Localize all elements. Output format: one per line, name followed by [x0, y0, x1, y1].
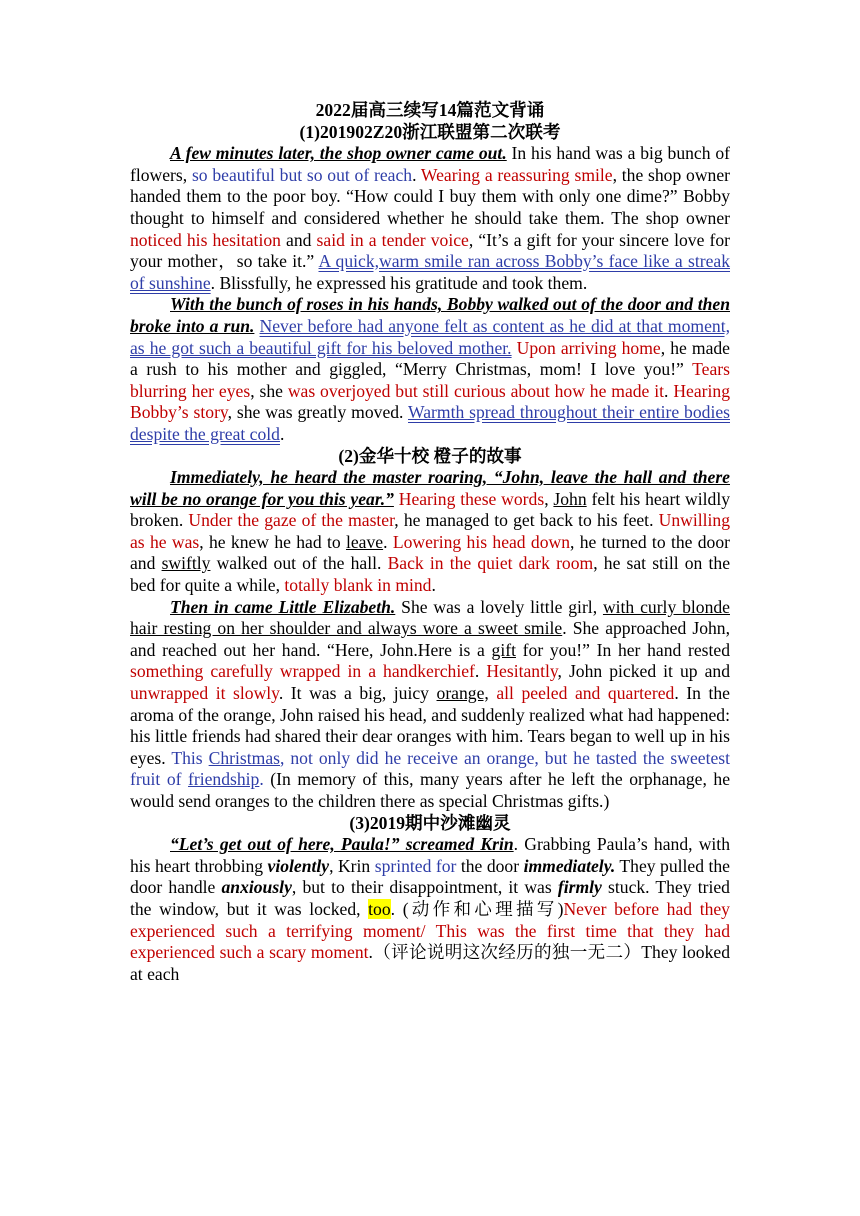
opening-sentence: With the bunch of roses in his hands, Bobby walked out of the door and then broke into a run. [130, 294, 730, 336]
bold-italic-word: immediately. [523, 855, 616, 876]
blue-phrase: This [171, 747, 209, 768]
highlighted-word: too [368, 898, 391, 919]
bold-italic-word: firmly [557, 877, 602, 898]
document-title: 2022届高三续写14篇范文背诵 [315, 100, 545, 120]
red-phrase: Wearing a reassuring smile [420, 164, 613, 185]
opening-sentence: Then in came Little Elizabeth. [170, 596, 396, 617]
red-phrase: Back in the quiet dark room [387, 553, 594, 574]
red-phrase: Under the gaze of the master [188, 510, 395, 531]
text-run: . [383, 531, 393, 552]
section-3-paragraph-1 [130, 834, 730, 985]
text-run: In his hand was a big bunch of flowers, [130, 143, 730, 185]
blue-highlight-sentence: A quick,warm smile ran across Bobby’s face like a streak of sunshine [130, 251, 730, 293]
text-run: , he managed to get back to his feet. [394, 510, 659, 531]
section-1-heading: (1)201902Z20浙江联盟第二次联考 [299, 121, 561, 142]
underlined-word: swiftly [161, 553, 211, 574]
text-run: , he knew he had to [199, 531, 346, 552]
red-phrase: Unwilling as he was [130, 510, 730, 552]
red-phrase: Hearing these words [398, 488, 545, 509]
text-run: , he sat still on the bed for quite a while, [130, 553, 731, 596]
text-run: . It was a big, juicy [278, 683, 437, 704]
underlined-word: leave [345, 531, 384, 552]
red-phrase: Lowering his head down [392, 531, 571, 552]
text-run: , “It’s a gift for your sincere love for your mother，so take it.” [130, 229, 730, 272]
text-run: and [280, 229, 317, 250]
text-run: . Grabbing Paula’s hand, with his heart throbbing [130, 834, 730, 876]
underlined-word: gift [491, 639, 516, 660]
text-run: walked out of the hall. [210, 553, 388, 574]
text-run: .（评论说明这次经历的独一无二）They looked at each [130, 942, 730, 984]
text-run: . Blissfully, he expressed his gratitude and took them. [210, 272, 588, 293]
text-run: , he turned to the door and [130, 531, 731, 574]
section-1-paragraph-2 [130, 294, 730, 445]
red-phrase: was overjoyed but still curious about how he made it [287, 380, 665, 401]
red-phrase: something carefully wrapped in a handkerchief [130, 661, 475, 682]
section-2-paragraph-1 [130, 467, 730, 597]
underlined-word: John [553, 488, 587, 509]
document-page [130, 100, 730, 985]
text-run: She was a lovely little girl, [395, 596, 603, 617]
text-run: . [279, 423, 285, 444]
opening-sentence: A few minutes later, the shop owner came out. [170, 143, 507, 164]
red-phrase: unwrapped it slowly [130, 683, 279, 704]
text-run: , she [250, 380, 288, 401]
blue-underlined-word: Christmas [208, 747, 280, 768]
text-run: , Krin [329, 855, 375, 876]
blue-phrase: . [259, 769, 264, 790]
text-run: felt his heart wildly broken. [130, 488, 731, 531]
text-run: (In memory of this, many years after he left the orphanage, he would send oranges to the children there as special Christmas gifts.) [130, 769, 730, 811]
text-run: , he made a rush to his mother and giggled, “Merry Christmas, mom! I love you!” [130, 337, 730, 380]
red-phrase: all peeled and quartered [496, 683, 675, 704]
bold-italic-word: violently [267, 855, 330, 876]
text-run: . She approached John, and reached out her hand. “Here, John.Here is a [130, 618, 730, 660]
text-run: , the shop owner handed them to the poor boy. “How could I buy them with only one dime?” Bobby thought to himself and considered whether he should take them. The shop owner [130, 164, 731, 228]
blue-underlined-word: friendship [188, 769, 260, 790]
text-run: . In the aroma of the orange, John raised his head, and suddenly realized what had happened: his little friends had shared their dear oranges with him. Tears began to well up in his eyes. [130, 683, 730, 768]
opening-sentence: “Let’s get out of here, Paula!” screamed Krin [170, 834, 514, 855]
text-run: , [544, 488, 554, 509]
text-run: , but to their disappointment, it was [291, 877, 558, 898]
text-run: . [412, 164, 421, 185]
red-phrase: Hesitantly [486, 661, 558, 682]
section-1-paragraph-1 [130, 143, 730, 294]
blue-phrase: so beautiful but so out of reach [191, 164, 413, 185]
red-phrase: Tears blurring her eyes [130, 359, 730, 401]
opening-sentence: Immediately, he heard the master roaring, “John, leave the hall and there will be no orange for you this year.” [130, 467, 730, 509]
text-run: They pulled the door handle [130, 855, 730, 898]
text-run: . [474, 661, 487, 682]
red-phrase: Hearing Bobby’s story [130, 380, 731, 423]
underlined-word: orange, [436, 683, 489, 704]
section-2-heading: (2)金华十校 橙子的故事 [338, 445, 522, 466]
section-3-heading: (3)2019期中沙滩幽灵 [349, 812, 511, 833]
blue-highlight-sentence: Never before had anyone felt as content as he did at that moment, as he got such a beautiful gift for his beloved mother. [130, 315, 730, 358]
red-phrase: totally blank in mind [284, 575, 432, 596]
underlined-phrase: with curly blonde hair resting on her shoulder and always wore a sweet smile [130, 596, 730, 639]
text-run: , she was greatly moved. [227, 402, 409, 423]
text-run: . [664, 380, 674, 401]
text-run: stuck. They tried the window, but it was locked, [130, 877, 730, 919]
text-run: . (动作和心理描写) [390, 898, 564, 919]
bold-italic-word: anxiously [221, 877, 292, 898]
blue-phrase: , not only did he receive an orange, but he tasted the sweetest fruit of [130, 747, 730, 790]
text-run: , John picked it up and [557, 661, 730, 682]
red-phrase: Upon arriving home [516, 337, 661, 358]
red-phrase: noticed his hesitation [130, 229, 281, 250]
section-2-paragraph-2 [130, 597, 730, 813]
text-run: the door [456, 855, 524, 876]
text-run: . [431, 575, 436, 596]
red-phrase: Never before had they experienced such a terrifying moment/ This was the first time that they had experienced such a scary moment [130, 898, 730, 963]
text-run: for you!” In her hand rested [515, 639, 730, 660]
red-phrase: said in a tender voice [316, 229, 469, 250]
blue-phrase: sprinted for [374, 855, 457, 876]
blue-highlight-sentence: Warmth spread throughout their entire bodies despite the great cold [130, 402, 730, 444]
